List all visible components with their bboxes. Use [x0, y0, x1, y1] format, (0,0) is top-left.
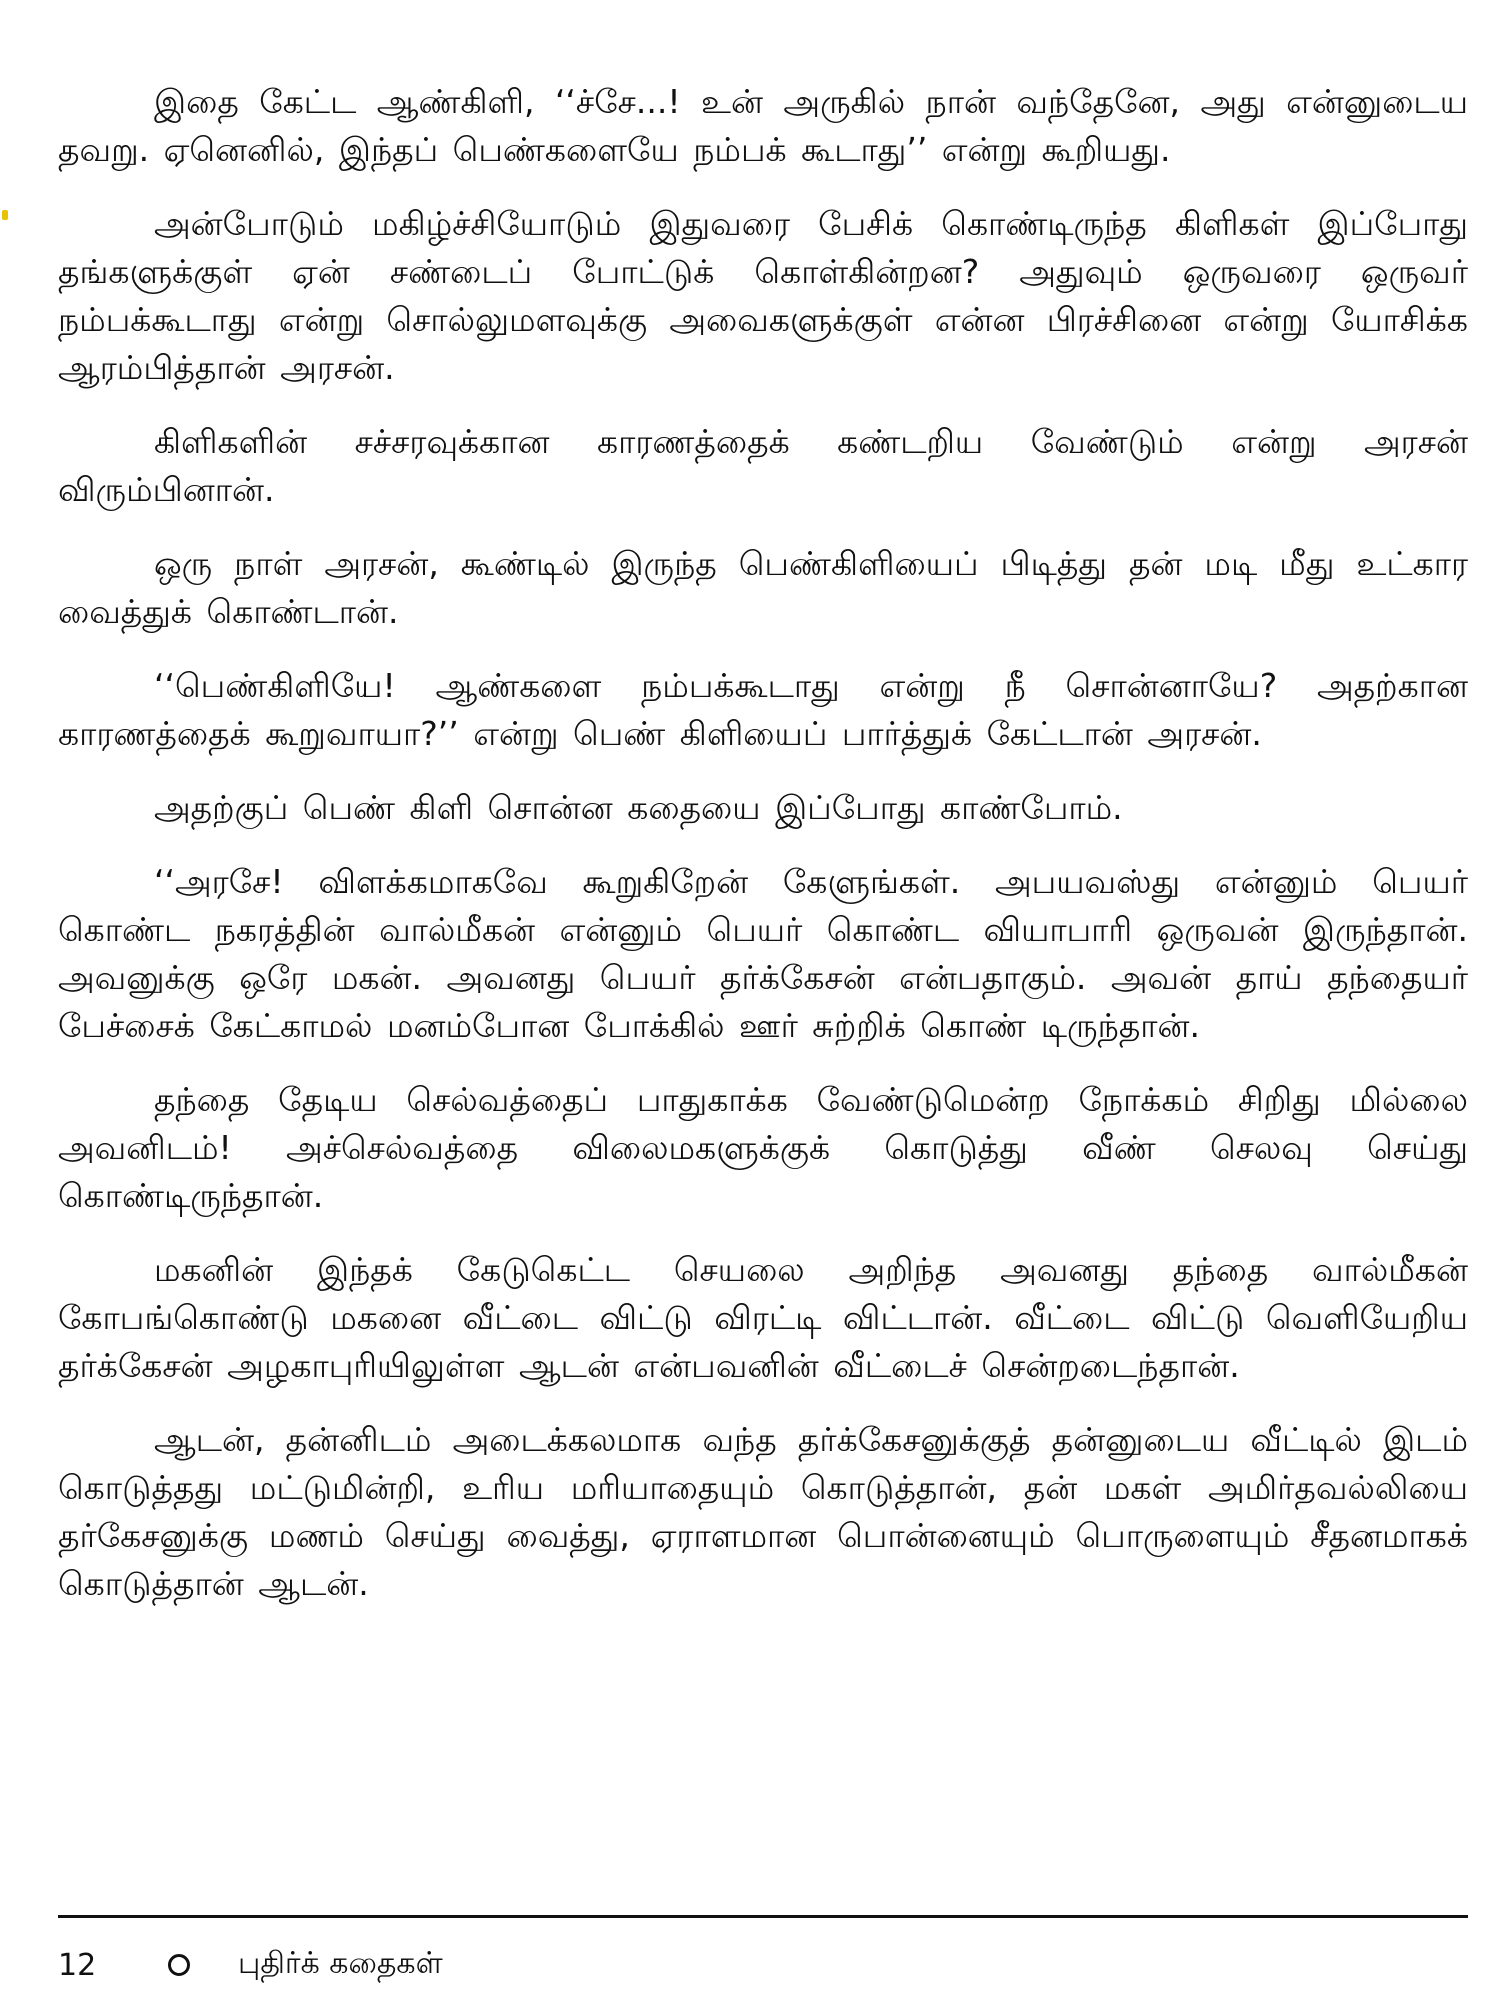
book-title: புதிர்க் கதைகள் [238, 1945, 443, 1981]
circle-icon [168, 1954, 190, 1976]
paragraph: அன்போடும் மகிழ்ச்சியோடும் இதுவரை பேசிக் கொண்டிருந்த கிளிகள் இப்போது தங்களுக்குள் ஏன் சண்டைப் போட்டுக் கொள்கின்றன? அதுவும் ஒருவரை ஒருவர் நம்பக்கூடாது என்று சொல்லுமளவுக்கு அவைகளுக்குள் என்ன பிரச்சினை என்று யோசிக்க ஆரம்பித்தான் அரசன். [58, 204, 1468, 387]
footer-divider [58, 1915, 1468, 1918]
page-footer [58, 1945, 443, 1985]
paragraph: ஒரு நாள் அரசன், கூண்டில் இருந்த பெண்கிளியைப் பிடித்து தன் மடி மீது உட்கார வைத்துக் கொண்டான். [58, 544, 1468, 631]
paragraph: ஆடன், தன்னிடம் அடைக்கலமாக வந்த தர்க்கேசனுக்குத் தன்னுடைய வீட்டில் இடம் கொடுத்தது மட்டுமின்றி, உரிய மரியாதையும் கொடுத்தான், தன் மகள் அமிர்தவல்லியை தர்கேசனுக்கு மணம் செய்து வைத்து, ஏராளமான பொன்னையும் பொருளையும் சீதனமாகக் கொடுத்தான் ஆடன். [58, 1420, 1468, 1603]
page-body [58, 78, 1468, 1634]
paragraph: ‘‘அரசே! விளக்கமாகவே கூறுகிறேன் கேளுங்கள். அபயவஸ்து என்னும் பெயர் கொண்ட நகரத்தின் வால்மீகன் என்னும் பெயர் கொண்ட வியாபாரி ஒருவன் இருந்தான். அவனுக்கு ஒரே மகன். அவனது பெயர் தர்க்கேசன் என்பதாகும். அவன் தாய் தந்தையர் பேச்சைக் கேட்காமல் மனம்போன போக்கில் ஊர் சுற்றிக் கொண் டிருந்தான். [58, 862, 1468, 1045]
margin-highlight-mark [2, 210, 8, 220]
paragraph: கிளிகளின் சச்சரவுக்கான காரணத்தைக் கண்டறிய வேண்டும் என்று அரசன் விரும்பினான். [58, 422, 1468, 509]
paragraph: அதற்குப் பெண் கிளி சொன்ன கதையை இப்போது காண்போம். [154, 788, 1123, 827]
paragraph: இதை கேட்ட ஆண்கிளி, ‘‘ச்சே...! உன் அருகில் நான் வந்தேனே, அது என்னுடைய தவறு. ஏனெனில், இந்தப் பெண்களையே நம்பக் கூடாது’’ என்று கூறியது. [58, 82, 1468, 169]
paragraph: ‘‘பெண்கிளியே! ஆண்களை நம்பக்கூடாது என்று நீ சொன்னாயே? அதற்கான காரணத்தைக் கூறுவாயா?’’ என்று பெண் கிளியைப் பார்த்துக் கேட்டான் அரசன். [58, 666, 1468, 753]
paragraph: மகனின் இந்தக் கேடுகெட்ட செயலை அறிந்த அவனது தந்தை வால்மீகன் கோபங்கொண்டு மகனை வீட்டை விட்டு விரட்டி விட்டான். வீட்டை விட்டு வெளியேறிய தர்க்கேசன் அழகாபுரியிலுள்ள ஆடன் என்பவனின் வீட்டைச் சென்றடைந்தான். [58, 1250, 1468, 1385]
page-number: 12 [58, 1947, 97, 1983]
paragraph: தந்தை தேடிய செல்வத்தைப் பாதுகாக்க வேண்டுமென்ற நோக்கம் சிறிது மில்லை அவனிடம்! அச்செல்வத்தை விலைமகளுக்குக் கொடுத்து வீண் செலவு செய்து கொண்டிருந்தான். [58, 1080, 1468, 1215]
